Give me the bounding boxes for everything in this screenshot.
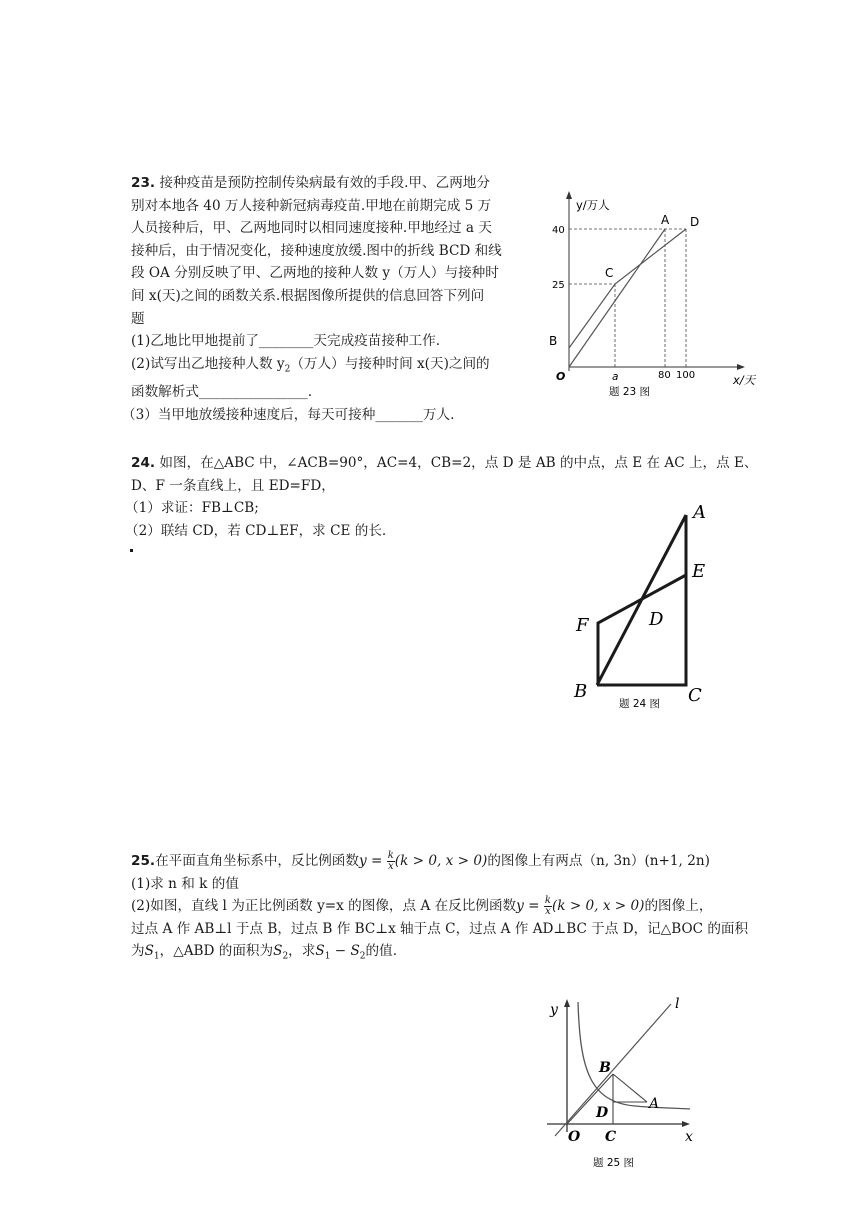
q25-hyperbola [578,1002,690,1109]
q25-label-y: y [550,1002,558,1018]
q24-segment-EFB [598,575,686,685]
q25-label-l: l [675,996,680,1012]
q23-text [122,172,531,426]
q25-part2: (2)如图，直线 l 为正比例函数 y=x 的图像，点 A 在反比例函数y = $\frac{k}{x}$ (k > 0, x > 0)的图像上， [131,895,713,918]
q23-y-label: y/万人 [576,198,610,212]
q24-line: 24. 如图，在△ABC 中，∠ACB=90°，AC=4，CB=2，点 D 是 AB 的中点，点 E 在 AC 上，点 E、 [131,455,758,471]
q25-fraction: $\frac{k}{x}$ [544,895,551,918]
q23-point-A: A [661,213,670,227]
q25-label-B: B [599,1060,611,1076]
q25-label-D: D [596,1105,609,1121]
q25-caption: 题 25 图 [593,1157,635,1169]
q24-number: 24. [131,455,156,471]
q23-line: 题 [131,310,145,327]
q25-text [131,850,751,969]
q24-label-C: C [688,685,702,706]
q25-x-axis-arrow [682,1121,690,1127]
q25-part1: (1)求 n 和 k 的值 [131,875,239,892]
q23-line: 段 OA 分别反映了甲、乙两地的接种人数 y（万人）与接种时 [131,265,499,282]
q25-y-axis-arrow [564,999,570,1007]
q23-x-axis-arrow [737,364,745,370]
q23-y-axis-arrow [566,191,572,199]
q23-part2: (2)试写出乙地接种人数 $y_2$（万人）与接种时间 x(天)之间的 [131,355,490,375]
q25-fraction: $\frac{k}{x}$ [387,850,394,872]
q23-tick-25: 25 [552,280,565,291]
q25-line: 过点 A 作 AB⊥l 于点 B，过点 B 作 BC⊥x 轴于点 C，过点 A 作 AD⊥BC 于点 D，记△BOC 的面积 [131,920,749,937]
q23-point-D: D [690,215,700,229]
q25-label-C: C [605,1129,617,1145]
q25-label-O: O [568,1129,581,1145]
q24-label-F: F [576,615,589,636]
q24-caption: 题 24 图 [619,698,661,710]
q23-point-B: B [549,334,558,348]
q23-line: 间 x(天)之间的函数关系.根据图像所提供的信息回答下列问 [131,287,485,304]
q24-label-B: B [574,681,588,702]
q23-part3: （3）当甲地放缓接种速度后，每天可接种_______万人. [122,406,455,423]
q24-line: D、F 一条直线上，且 ED=FD， [131,477,335,494]
q24-part2: （2）联结 CD，若 CD⊥EF，求 CE 的长. [125,522,387,539]
q23-tick-80: 80 [658,370,671,381]
q23-tick-a: a [612,371,619,383]
q23-tick-100: 100 [676,370,696,381]
q25-segment-AB [613,1074,647,1102]
q23-line-OA [569,229,665,367]
q25-figure [535,990,715,1170]
q23-line: 别对本地各 40 万人接种新冠病毒疫苗.甲地在前期完成 5 万 [131,197,492,214]
q23-line: 23. 接种疫苗是预防控制传染病最有效的手段.甲、乙两地分 [131,175,490,191]
q23-x-label: x/天 [733,373,756,387]
q23-part1: (1)乙地比甲地提前了________天完成疫苗接种工作. [131,333,441,350]
q24-figure [560,495,720,720]
q23-figure [540,185,770,410]
q23-tick-40: 40 [552,225,565,236]
q25-label-x: x [685,1129,693,1145]
q25-label-A: A [649,1096,660,1112]
q24-label-A: A [693,502,706,523]
q25-line: 25.在平面直角坐标系中，反比例函数y = $\frac{k}{x}$ (k > 0, x > 0)的图像上有两点（n, 3n）(n+1, 2n) [131,850,710,872]
q25-number: 25. [131,853,156,869]
q23-number: 23. [131,175,156,191]
q23-line: 人员接种后，甲、乙两地同时以相同速度接种.甲地经过 a 天 [131,220,492,237]
q23-part2-cont: 函数解析式________________. [131,384,313,401]
q24-label-D: D [649,609,664,630]
q23-point-C: C [605,266,614,280]
q23-caption: 题 23 图 [609,386,651,398]
q24-part1: （1）求证：FB⊥CB; [125,500,259,517]
stray-dot [130,549,133,552]
q23-line: 接种后，由于情况变化，接种速度放缓.图中的折线 BCD 和线 [131,242,502,259]
q24-label-E: E [692,561,706,582]
q23-origin-label: O [556,370,566,383]
q23-line-BCD [569,229,686,348]
q25-line: 为$S_1$，△ABD 的面积为$S_2$，求$S_1 - S_2$的值. [131,943,398,963]
